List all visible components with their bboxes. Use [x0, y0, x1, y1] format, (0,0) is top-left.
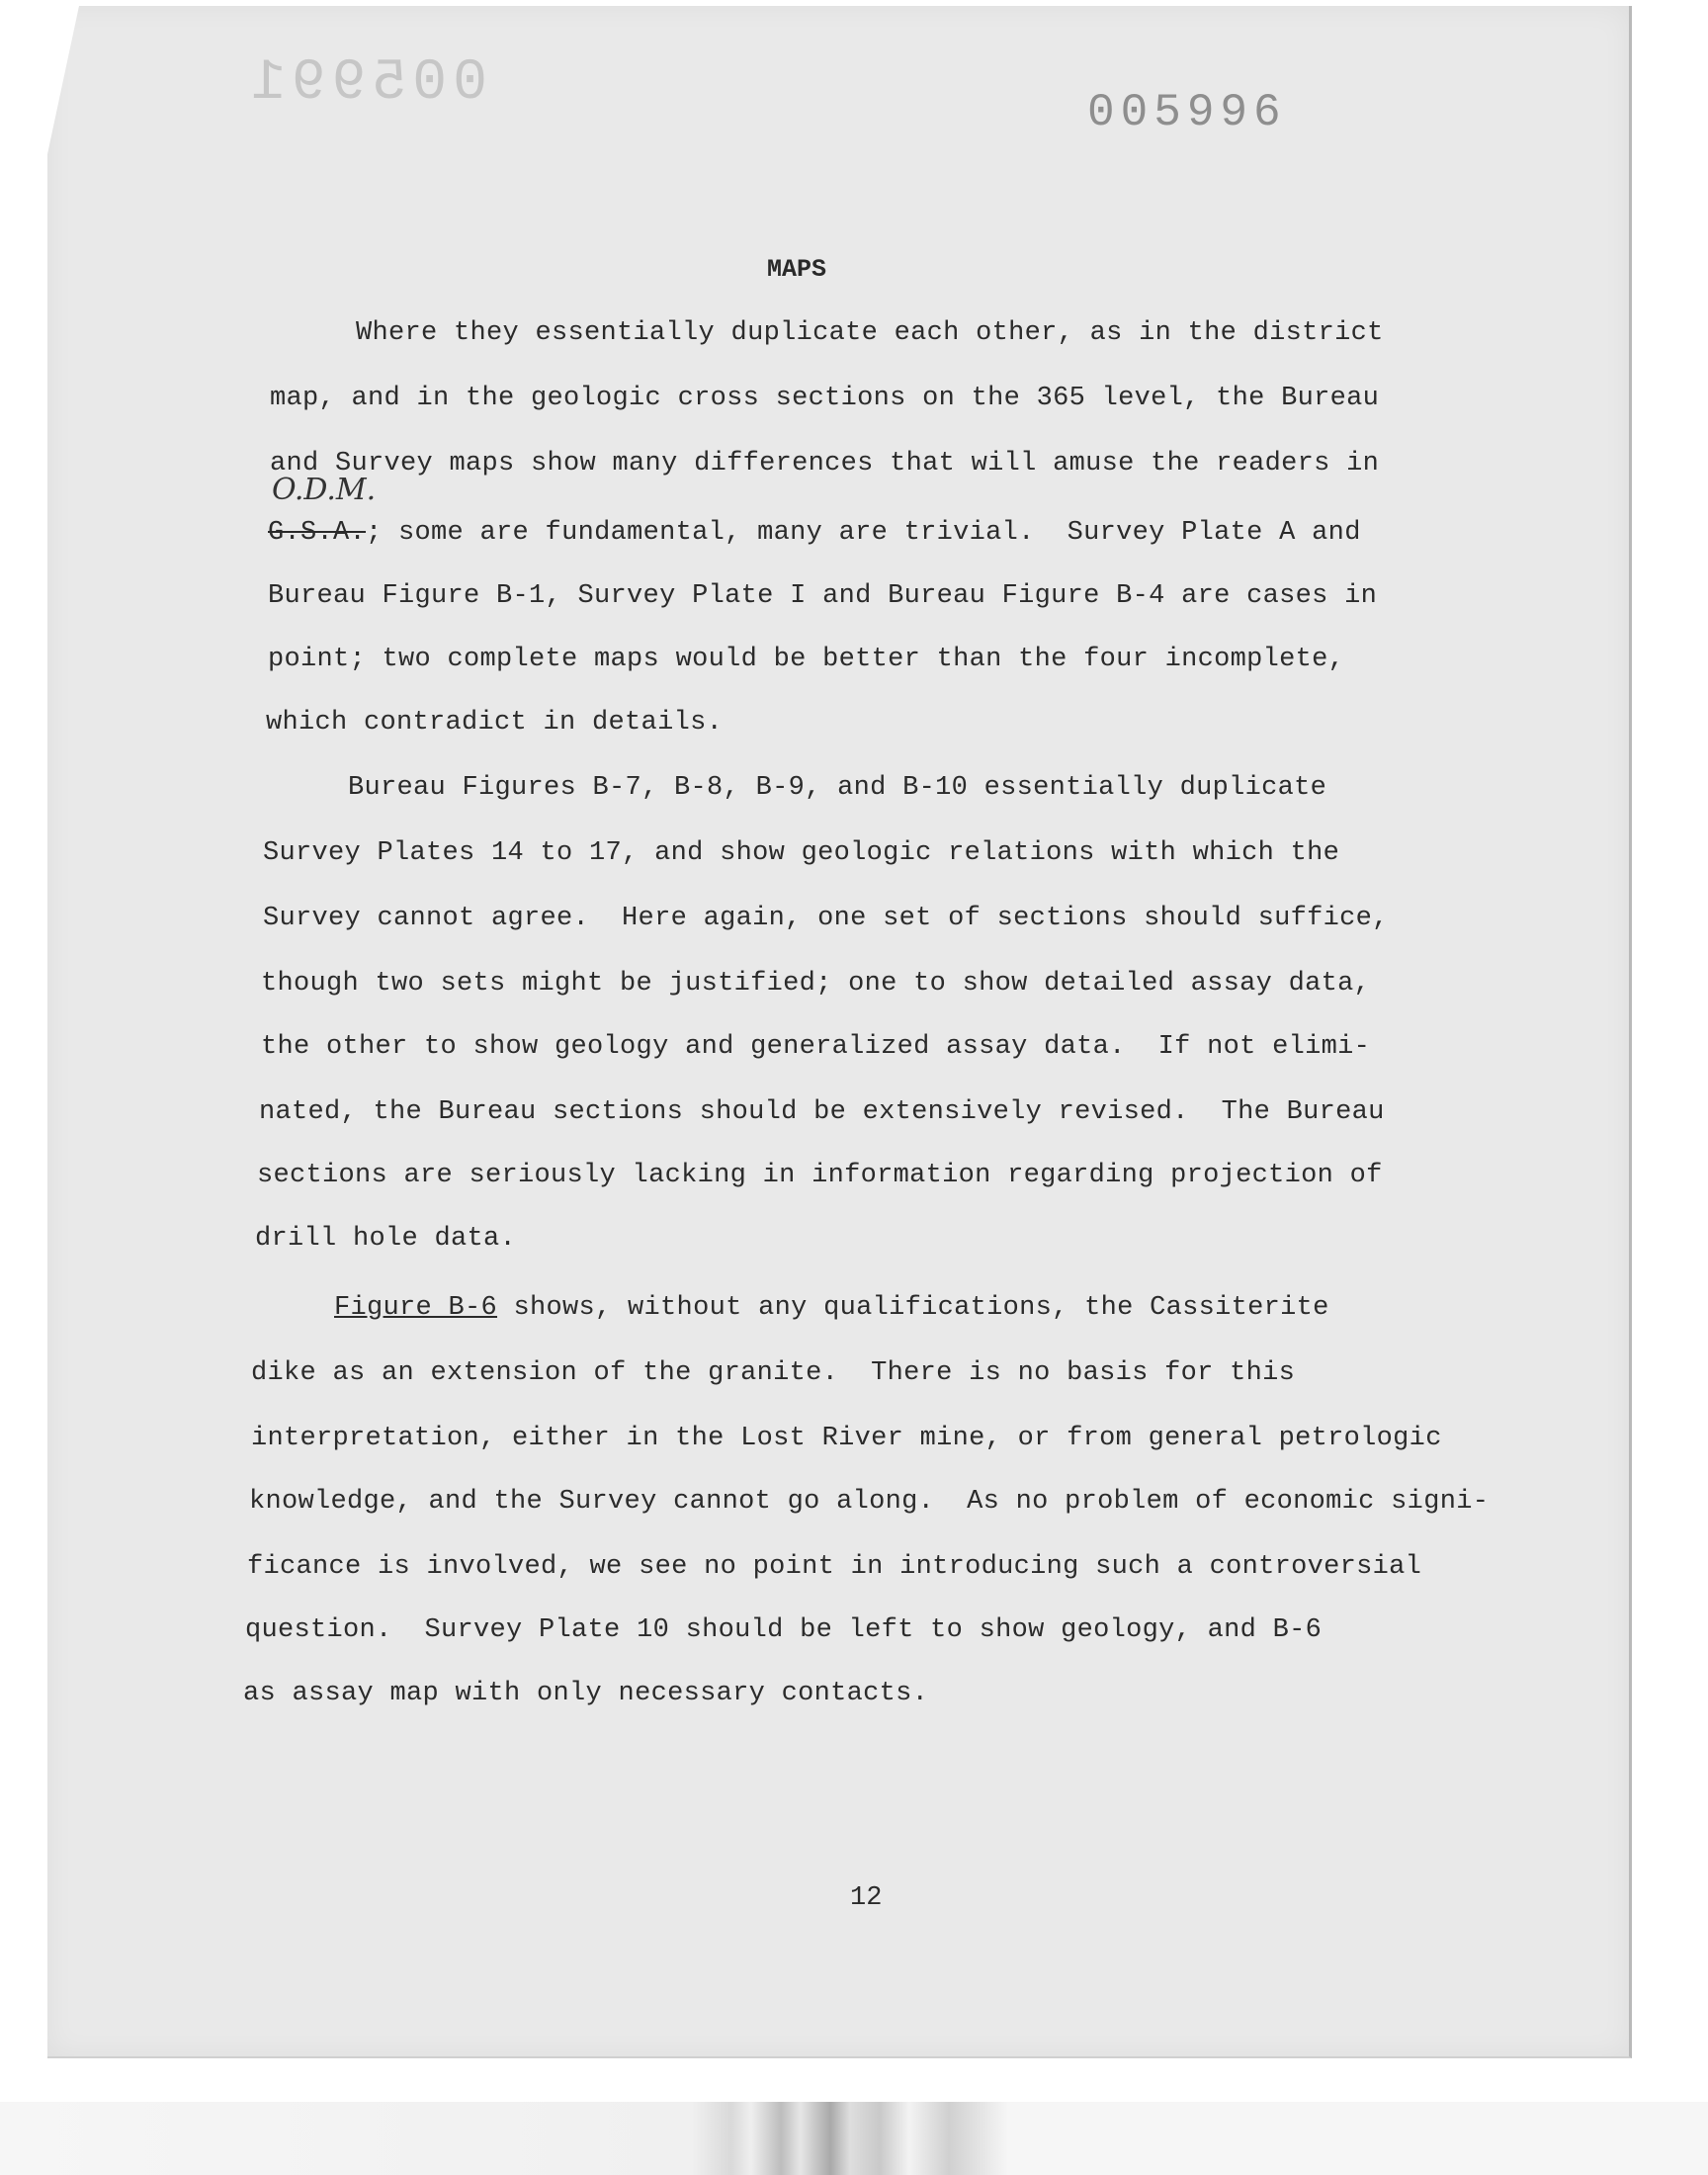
paragraph-2-line-6: nated, the Bureau sections should be extensively revised. The Bureau	[259, 1097, 1385, 1127]
paragraph-3-line-2: dike as an extension of the granite. There is no basis for this	[251, 1358, 1296, 1388]
paragraph-2-line-4: though two sets might be justified; one to show detailed assay data,	[261, 969, 1371, 999]
paragraph-3-line-1-text: shows, without any qualifications, the Cassiterite	[497, 1293, 1329, 1323]
handwritten-correction: O.D.M.	[272, 473, 377, 507]
folded-corner	[47, 6, 79, 154]
scan-margin	[0, 2056, 1708, 2102]
scan-artifact-strip	[0, 2102, 1708, 2175]
paragraph-2-line-8: drill hole data.	[255, 1224, 517, 1254]
document-number-stamp: 005996	[1087, 87, 1287, 138]
paragraph-3-line-6: question. Survey Plate 10 should be left to show geology, and B-6	[245, 1615, 1323, 1645]
paragraph-1-line-6: point; two complete maps would be better than the four incomplete,	[268, 645, 1345, 674]
paragraph-2-line-3: Survey cannot agree. Here again, one set of sections should suffice,	[263, 904, 1389, 933]
paragraph-3-line-3: interpretation, either in the Lost River mine, or from general petrologic	[251, 1424, 1442, 1453]
paragraph-1-line-4	[268, 518, 1361, 548]
page-number: 12	[850, 1883, 883, 1913]
page-title: MAPS	[767, 255, 827, 284]
paragraph-1-line-1: Where they essentially duplicate each other, as in the district	[356, 318, 1384, 348]
figure-reference: Figure B-6	[334, 1293, 498, 1323]
bleed-through-number: 005991	[245, 51, 487, 116]
paragraph-3-line-7: as assay map with only necessary contacts.	[243, 1679, 929, 1708]
paragraph-1-line-5: Bureau Figure B-1, Survey Plate I and Bureau Figure B-4 are cases in	[268, 581, 1378, 611]
paragraph-2-line-1: Bureau Figures B-7, B-8, B-9, and B-10 essentially duplicate	[348, 773, 1327, 803]
paragraph-1-line-7: which contradict in details.	[266, 708, 724, 738]
paragraph-2-line-2: Survey Plates 14 to 17, and show geologic relations with which the	[263, 838, 1340, 868]
struck-out-text: G.S.A.	[268, 518, 367, 548]
paragraph-3-line-4: knowledge, and the Survey cannot go along. As no problem of economic signi-	[249, 1487, 1490, 1517]
paragraph-1-line-2: map, and in the geologic cross sections on the 365 level, the Bureau	[270, 384, 1380, 413]
paragraph-2-line-7: sections are seriously lacking in information regarding projection of	[257, 1161, 1383, 1190]
paragraph-1-line-4-text: ; some are fundamental, many are trivial. Survey Plate A and	[366, 518, 1361, 548]
paragraph-3-line-1	[334, 1293, 1329, 1323]
paragraph-1-line-3: and Survey maps show many differences that will amuse the readers in	[270, 449, 1380, 478]
paragraph-3-line-5: ficance is involved, we see no point in introducing such a controversial	[247, 1552, 1422, 1582]
paragraph-2-line-5: the other to show geology and generalized assay data. If not elimi-	[261, 1032, 1371, 1062]
